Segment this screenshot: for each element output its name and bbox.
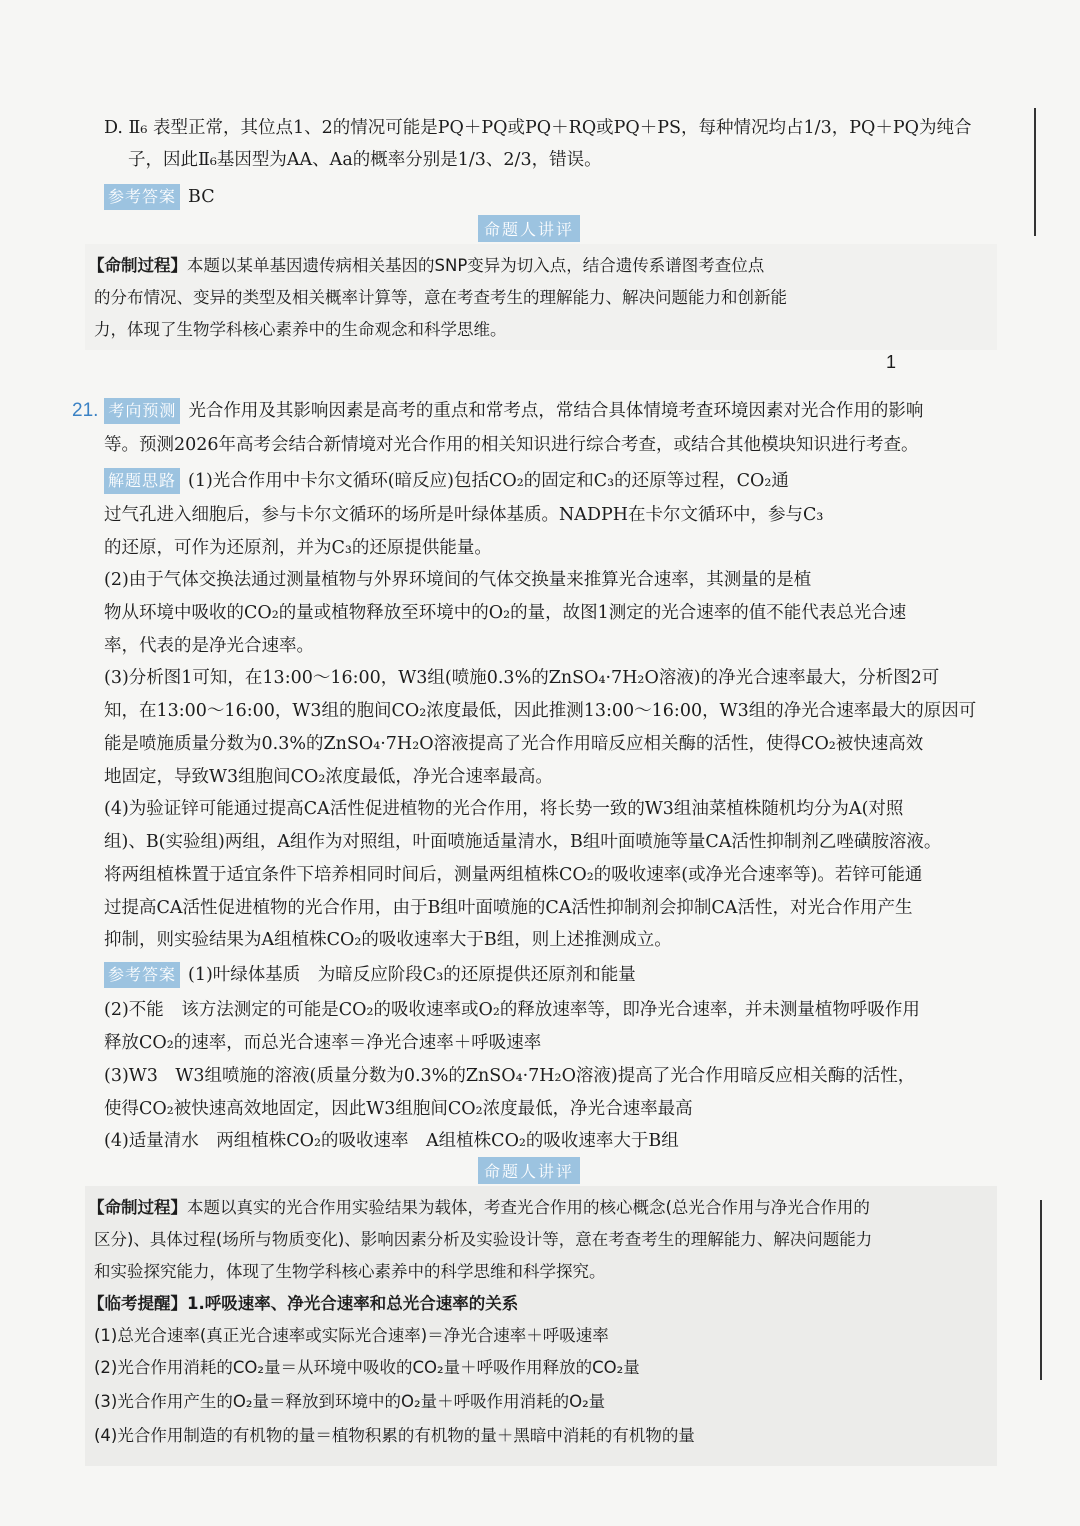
solve-2-line-1: (2)由于气体交换法通过测量植物与外界环境间的气体交换量来推算光合速率，其测量的是植 xyxy=(104,570,812,590)
process-21-line-1: 【命制过程】本题以真实的光合作用实验结果为载体，考查光合作用的核心概念(总光合作用与净光合作用的 xyxy=(88,1198,870,1217)
answer-2-line-1: (2)不能 该方法测定的可能是CO₂的吸收速率或O₂的释放速率等，即净光合速率，并未测量植物呼吸作用 xyxy=(104,1000,920,1020)
answer-row-20 xyxy=(104,184,215,210)
solve-3-line-1: (3)分析图1可知，在13:00～16:00，W3组(喷施0.3%的ZnSO₄·7H₂O溶液)的净光合速率最大，分析图2可 xyxy=(104,668,940,688)
solve-4-line-5: 抑制，则实验结果为A组植株CO₂的吸收速率大于B组，则上述推测成立。 xyxy=(104,930,672,950)
reminder-1: (1)总光合速率(真正光合速率或实际光合速率)＝净光合速率＋呼吸速率 xyxy=(94,1326,609,1345)
process-line-1: 【命制过程】本题以某单基因遗传病相关基因的SNP变异为切入点，结合遗传系谱图考查位点 xyxy=(88,256,765,275)
solve-3-line-4: 地固定，导致W3组胞间CO₂浓度最低，净光合速率最高。 xyxy=(104,767,553,787)
solve-line-1: 解题思路 (1)光合作用中卡尔文循环(暗反应)包括CO₂的固定和C₃的还原等过程，CO₂通 xyxy=(104,468,789,494)
process-line-3: 力，体现了生物学科核心素养中的生命观念和科学思维。 xyxy=(94,320,507,339)
solve-2-line-3: 率，代表的是净光合速率。 xyxy=(104,636,314,656)
answer-2-line-2: 释放CO₂的速率，而总光合速率＝净光合速率＋呼吸速率 xyxy=(104,1033,542,1053)
option-d-line-1: D. Ⅱ₆ 表型正常，其位点1、2的情况可能是PQ＋PQ或PQ＋RQ或PQ＋PS，每种情况均占1/3，PQ＋PQ为纯合 xyxy=(104,118,972,138)
margin-bar-2 xyxy=(1040,1200,1042,1380)
reminder-4: (4)光合作用制造的有机物的量＝植物积累的有机物的量＋黑暗中消耗的有机物的量 xyxy=(94,1426,695,1445)
process-label: 【命制过程】 xyxy=(88,256,187,275)
solve-3-line-3: 能是喷施质量分数为0.3%的ZnSO₄·7H₂O溶液提高了光合作用暗反应相关酶的活性，使得CO₂被快速高效 xyxy=(104,734,924,754)
answer-3-line-2: 使得CO₂被快速高效地固定，因此W3组胞间CO₂浓度最低，净光合速率最高 xyxy=(104,1099,693,1119)
forecast-line-2: 等。预测2026年高考会结合新情境对光合作用的相关知识进行综合考查，或结合其他模块知识进行考查。 xyxy=(104,435,919,455)
forecast-line-1: 21. 考向预测 光合作用及其影响因素是高考的重点和常考点，常结合具体情境考查环境因素对光合作用的影响 xyxy=(72,398,923,424)
process-21-line-3: 和实验探究能力，体现了生物学科核心素养中的科学思维和科学探究。 xyxy=(94,1262,606,1281)
margin-bar xyxy=(1034,108,1036,236)
question-number: 21. xyxy=(72,400,99,421)
solve-4-line-3: 将两组植株置于适宜条件下培养相同时间后，测量两组植株CO₂的吸收速率(或净光合速率等)。若锌可能通 xyxy=(104,865,923,885)
solve-2-line-2: 物从环境中吸收的CO₂的量或植物释放至环境中的O₂的量，故图1测定的光合速率的值不能代表总光合速 xyxy=(104,603,907,623)
reminder-3: (3)光合作用产生的O₂量＝释放到环境中的O₂量＋呼吸作用消耗的O₂量 xyxy=(94,1392,606,1411)
solve-3-line-2: 知，在13:00～16:00，W3组的胞间CO₂浓度最低，因此推测13:00～16:00，W3组的净光合速率最大的原因可 xyxy=(104,701,977,721)
process-label-21: 【命制过程】 xyxy=(88,1198,187,1217)
answer-tag-21: 参考答案 xyxy=(104,962,180,988)
page-mark: 1 xyxy=(886,352,897,372)
reminder-2: (2)光合作用消耗的CO₂量＝从环境中吸收的CO₂量＋呼吸作用释放的CO₂量 xyxy=(94,1358,640,1377)
answer-tag: 参考答案 xyxy=(104,184,180,210)
option-d-line-2: 子，因此Ⅱ₆基因型为AA、Aa的概率分别是1/3、2/3，错误。 xyxy=(128,150,602,170)
solve-1-line-3: 的还原，可作为还原剂，并为C₃的还原提供能量。 xyxy=(104,538,492,558)
reminder-label: 【临考提醒】 xyxy=(88,1294,187,1313)
process-line-2: 的分布情况、变异的类型及相关概率计算等，意在考查考生的理解能力、解决问题能力和创新能 xyxy=(94,288,787,307)
forecast-tag: 考向预测 xyxy=(104,398,180,424)
answer-4: (4)适量清水 两组植株CO₂的吸收速率 A组植株CO₂的吸收速率大于B组 xyxy=(104,1131,679,1151)
reminder-title: 【临考提醒】1.呼吸速率、净光合速率和总光合速率的关系 xyxy=(88,1294,519,1313)
solve-1-line-2: 过气孔进入细胞后，参与卡尔文循环的场所是叶绿体基质。NADPH在卡尔文循环中，参与C₃ xyxy=(104,505,824,525)
answer-line-1: 参考答案 (1)叶绿体基质 为暗反应阶段C₃的还原提供还原剂和能量 xyxy=(104,962,636,988)
process-21-line-2: 区分)、具体过程(场所与物质变化)、影响因素分析及实验设计等，意在考查考生的理解能力、解决问题能力 xyxy=(94,1230,873,1249)
solve-tag: 解题思路 xyxy=(104,468,180,494)
solve-4-line-4: 过提高CA活性促进植物的光合作用，由于B组叶面喷施的CA活性抑制剂会抑制CA活性，对光合作用产生 xyxy=(104,898,913,918)
answer-3-line-1: (3)W3 W3组喷施的溶液(质量分数为0.3%的ZnSO₄·7H₂O溶液)提高了光合作用暗反应相关酶的活性， xyxy=(104,1066,916,1086)
answer-value: BC xyxy=(188,187,215,207)
comment-tag-20: 命题人讲评 xyxy=(478,215,580,242)
comment-tag-21: 命题人讲评 xyxy=(478,1157,580,1184)
solve-4-line-1: (4)为验证锌可能通过提高CA活性促进植物的光合作用，将长势一致的W3组油菜植株随机均分为A(对照 xyxy=(104,799,904,819)
solve-4-line-2: 组)、B(实验组)两组，A组作为对照组，叶面喷施适量清水，B组叶面喷施等量CA活性抑制剂乙唑磺胺溶液。 xyxy=(104,832,942,852)
